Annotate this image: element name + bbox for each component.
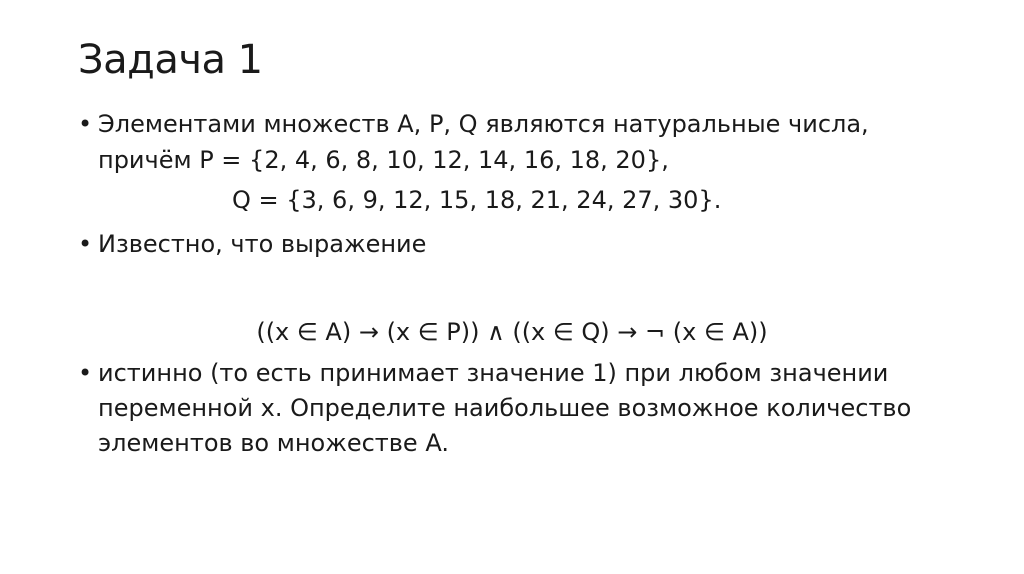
bullet3-line2: переменной x. Определите наибольшее возможное количество	[98, 394, 912, 422]
bullet2-line1: Известно, что выражение	[98, 230, 427, 258]
formula: ((x ∈ A) → (x ∈ P)) ∧ ((x ∈ Q) → ¬ (x ∈ A))	[256, 318, 768, 346]
bullet1-line1: Элементами множеств A, P, Q являются натуральные числа,	[98, 110, 869, 138]
set-q-line: Q = {3, 6, 9, 12, 15, 18, 21, 24, 27, 30}.	[232, 186, 722, 214]
bullet3-line3: элементов во множестве A.	[98, 429, 449, 457]
bullet-marker: •	[78, 110, 93, 138]
bullet1-line2: причём P = {2, 4, 6, 8, 10, 12, 14, 16, 18, 20},	[98, 146, 669, 174]
bullet3-line1: истинно (то есть принимает значение 1) при любом значении	[98, 359, 889, 387]
bullet-marker: •	[78, 230, 93, 258]
slide-title: Задача 1	[78, 37, 263, 83]
bullet-marker: •	[78, 359, 93, 387]
